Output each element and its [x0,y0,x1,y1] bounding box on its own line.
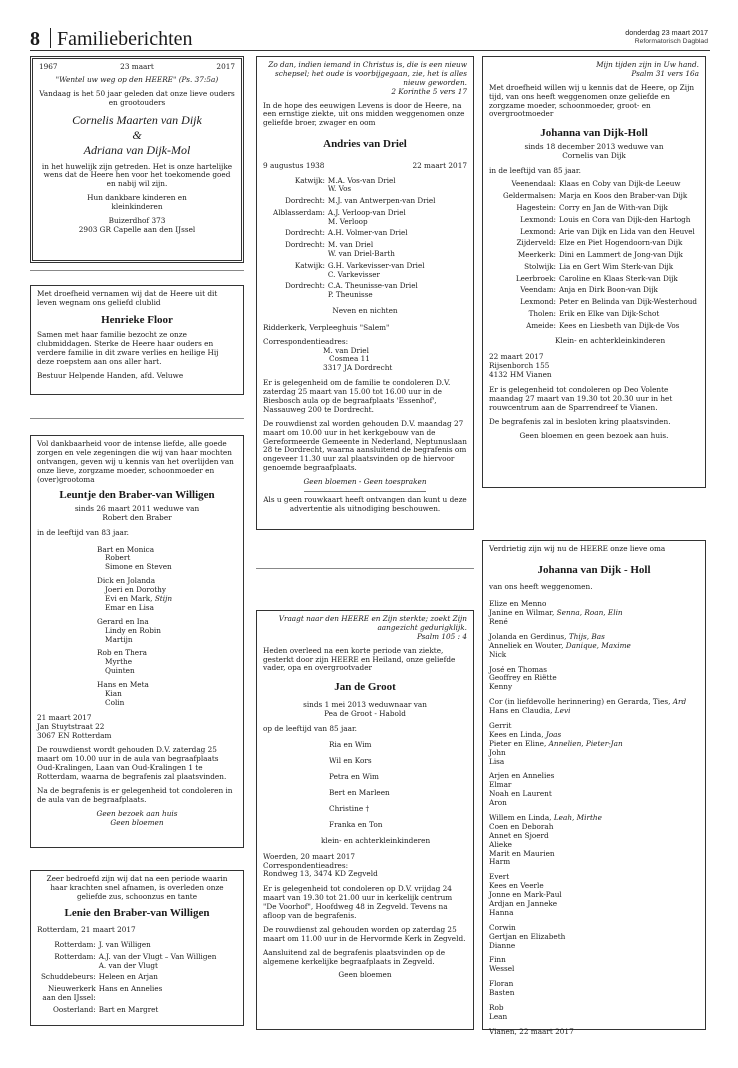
verse-reference: Psalm 105 : 4 [416,631,467,641]
relative-place: Rotterdam: [54,939,96,949]
family-member: Ardjan en Janneke [489,899,558,909]
family-group [97,577,237,613]
person-name: Andries van Driel [323,138,407,151]
relatives-table [273,177,435,303]
family-member: Nick [489,649,507,659]
age-text: in de leeftijd van 85 jaar. [489,165,581,175]
family-member: Pieter en Eline, Annelien, Pieter-Jan [489,738,623,748]
relative-place: Katwijk: [294,260,325,270]
relative-names: A.J. van der Vlugt – Van Willigen A. van der Vlugt [98,951,217,970]
intro: Vandaag is het 50 jaar geleden dat onze lieve ouders en grootouders [39,88,235,107]
grandchildren-list [489,600,699,1022]
relative-names: C.A. Theunisse-van Driel P. Theunisse [327,281,418,300]
family-member: Rob en Thera [97,648,147,658]
relative-row [41,953,216,974]
column-separator [30,418,244,419]
family-member: Bert en Marleen [329,788,390,798]
person-name: Johanna van Dijk - Holl [537,563,651,576]
family-member: Gerard en Ina [97,616,149,626]
address-line: 4132 HM Vianen [489,370,552,380]
family-member: Cor (in liefdevolle herinnering) en Gerarda, Ties, Ard [489,697,687,707]
family-group [97,681,237,708]
family-member: Colin [105,697,125,707]
family-group [489,924,699,951]
obituary-andries [256,56,474,530]
closing-note: Geen bloemen [338,970,392,980]
body-text: De rouwdienst wordt gehouden D.V. zaterdag 25 maart om 10.00 uur in de aula van begraafplaats Oud-Kralingen, Laan van Oud-Kralingen 1 te Rotterdam, waarna de begrafenis zal plaatsvinden. [37,745,227,782]
relative-place: Schuddebeurs: [41,972,96,982]
family-member: Lisa [489,756,505,766]
relative-place: Oosterland: [52,1004,96,1014]
address-line: Buizerdhof 373 [108,216,166,226]
relative-row [503,204,697,216]
relative-names: Arie van Dijk en Lida van den Heuvel [558,226,695,236]
family-member: Dianne [489,940,516,950]
family-member: Anneliek en Wouter, Danique, Maxime [489,640,631,650]
family-member: Kian [105,689,122,698]
intro: In de hope des eeuwigen Levens is door de Heere, na een ernstige ziekte, uit ons midden weggenomen onze geliefde broer, zwager en oom [263,100,465,128]
family-member: Evert [489,872,510,882]
relative-names: Caroline en Klaas Sterk-van Dijk [558,273,678,283]
family-member: Martijn [105,634,133,644]
child-names: Levi [554,706,571,716]
body-text: in het huwelijk zijn getreden. Het is onze hartelijke wens dat de Heere hen voor het toekomende goed en nabij wil zijn. [41,161,233,189]
relative-names: Dini en Lammert de Jong-van Dijk [558,250,683,260]
header-rule [30,50,710,51]
family-member: Noah en Laurent [489,789,552,799]
family-member: Corwin [489,922,516,932]
family-member: Janine en Wilmar, Senna, Roan, Elin [489,608,623,618]
relative-place: Stolwijk: [524,261,556,271]
family-group [489,814,699,867]
closing-note: Geen bloemen [110,817,164,827]
person-name: Jan de Groot [334,681,396,694]
correspondence-label: Correspondentieadres: [263,860,349,870]
family-group [489,633,699,660]
relative-names: Elze en Piet Hogendoorn-van Dijk [558,238,683,248]
address-line: 2903 GR Capelle aan den IJssel [78,224,196,234]
family-group [489,698,699,716]
family-member: Christine † [329,803,370,813]
divider [304,491,426,492]
relative-names: Hans en Annelies [98,984,163,994]
family-member: Marit en Maurien [489,848,555,858]
family-member: Gertjan en Elizabeth [489,931,566,941]
relatives-table [41,941,216,1017]
relative-names: Klaas en Coby van Dijk-de Leeuw [558,179,681,189]
anniversary-ad [30,56,244,263]
intro: Heden overleed na een korte periode van ziekte, gesterkt door zijn HEERE en Heiland, onze geliefde vader, opa en overgrootvader [263,645,456,673]
header-divider [50,28,51,48]
family-member: Kees en Linda, Joas [489,729,562,739]
person-name: Lenie den Braber-van Willigen [64,906,210,919]
relative-place: Dordrecht: [285,281,325,291]
address-line: Cosmea 11 [329,354,370,364]
body-text: Aansluitend zal de begrafenis plaatsvinden op de algemene kerkelijke begraafplaats in Zegveld. [263,947,446,966]
subtitle: van ons heeft weggenomen. [489,582,593,592]
person-name: Johanna van Dijk-Holl [540,127,648,140]
family-member: Robert [105,553,131,563]
grandchildren: Klein- en achterkleinkinderen [555,335,666,345]
relative-row [41,985,216,1006]
relative-place: Alblasserdam: [273,207,325,217]
age-text: in de leeftijd van 83 jaar. [37,527,129,537]
since-text: sinds 18 december 2013 weduwe van [524,141,664,151]
person-name: Leuntje den Braber-van Willigen [59,489,215,502]
child-names: Annelien, Pieter-Jan [548,738,623,748]
year-start: 1967 [39,62,58,71]
since-text: sinds 26 maart 2011 weduwe van [74,503,200,513]
relative-place: Lexmond: [520,297,556,307]
relative-names: Peter en Belinda van Dijk-Westerhoud [558,297,698,307]
column-separator [30,270,244,271]
family-group [489,666,699,693]
relative-names: Marja en Koos den Braber-van Dijk [558,191,688,201]
child-names: Danique, Maxime [565,640,631,650]
relative-place: Dordrecht: [285,240,325,250]
child-names: Ard [672,697,687,707]
relative-place: Lexmond: [520,214,556,224]
family-group [97,546,237,573]
family-list [263,741,467,845]
family-member: Lean [489,1011,508,1021]
year-end: 2017 [216,62,235,71]
family-member: Elmar [489,780,512,790]
family-member: Joeri en Dorothy [105,585,166,595]
verse: Vraagt naar den HEERE en Zijn sterkte; zoekt Zijn aangezicht gedurigklijk. [278,614,467,632]
family-member: José en Thomas [489,664,548,674]
relative-place: Veendam: [520,285,556,295]
family-group [489,772,699,808]
body-text: Samen met haar familie bezocht ze onze clubmiddagen. Sterke de Heere haar ouders en verdere familie in dit zware verlies en heilige Hij deze roepstem aan ons aller hart. [37,330,219,366]
relative-row [41,941,216,953]
body-text: De begrafenis zal in besloten kring plaatsvinden. [489,416,671,426]
relative-names: G.H. Varkevisser-van Driel C. Varkevisser [327,260,425,279]
verse: "Wentel uw weg op den HEERE" (Ps. 37:5a) [55,74,219,84]
relative-place: Tholen: [528,309,556,319]
family-member: Hans en Claudia, Levi [489,706,571,716]
final-note: Als u geen rouwkaart heeft ontvangen dan kunt u deze advertentie als uitnodiging beschouwen. [263,495,467,513]
family-group [489,956,699,974]
relative-place: Geldermalsen: [503,191,556,201]
family-member: René [489,616,508,626]
anniversary-dates [39,63,235,72]
person-name: Henrieke Floor [101,313,173,326]
family-member: Evi en Mark, Stijn [105,593,173,603]
family-member: Geoffrey en Riëtte [489,673,557,683]
obituary-johanna-grandchildren [482,540,706,1036]
family-member: Franka en Ton [329,819,383,829]
spouse-name: Robert den Braber [102,512,172,522]
date-line: 22 maart 2017 [489,352,544,362]
verse: Mijn tijden zijn in Uw hand. [596,60,699,69]
relative-names: Anja en Dirk Boon-van Dijk [558,285,658,295]
family-member: Rob [489,1003,504,1013]
family-member: Quinten [105,666,135,676]
body-text: Er is gelegenheid om de familie te condoleren D.V. zaterdag 25 maart van 15.00 tot 16.00 uur in de Biesbosch aula op de begraafplaats 'Essenhof', Nassauweg 200 te Dordrecht. [263,378,451,414]
family-member: Ria en Wim [329,740,372,750]
date-line: Vianen, 22 maart 2017 [489,1026,574,1036]
column-separator [256,568,474,569]
relative-names: A.H. Volmer-van Driel [327,228,408,238]
family-member: klein- en achterkleinkinderen [321,835,431,845]
family-member: Dick en Jolanda [97,576,156,586]
obituary-lenie [30,870,244,1026]
family-member: Harm [489,857,511,867]
person-name: Cornelis Maarten van Dijk [72,112,202,127]
address-line: Jan Stuytstraat 22 [37,721,105,731]
relative-row [41,1006,216,1018]
address-line: Rijsenborch 155 [489,361,550,371]
family-member: Annet en Sjoerd [489,830,549,840]
relative-names: Louis en Cora van Dijk-den Hartogh [558,214,691,224]
body-text: De rouwdienst zal worden gehouden D.V. maandag 27 maart om 10.00 uur in het kerkgebouw van de Gereformeerde Gemeente in Nederland, Neptunuslaan 28 te Dordrecht, waarna aansluitend de begrafenis om ongeveer 11.30 uur zal plaatsvinden op de hiervoor genoemde begraafplaats. [263,418,467,473]
relative-place: Leerbroek: [515,273,556,283]
family-member: Alieke [489,839,512,849]
page-number: 8 [30,28,40,50]
family-member: Kees en Veerle [489,881,544,891]
relative-row [273,282,435,303]
family-member: Arjen en Annelies [489,771,555,781]
family-group [489,980,699,998]
body-text: Na de begrafenis is er gelegenheid tot condoleren in de aula van de begraafplaats. [37,786,233,804]
relative-names: Erik en Elke van Dijk-Schot [558,309,660,319]
relatives-table [503,180,697,333]
address-line: M. van Driel [323,345,369,355]
intro: Verdrietig zijn wij nu de HEERE onze lieve oma [489,544,666,553]
relative-place: Rotterdam: [54,951,96,961]
place-date: Woerden, 20 maart 2017 [263,851,356,861]
family-group [489,722,699,766]
address-line: Rondweg 13, 3474 KD Zegveld [263,869,378,879]
intro: Zeer bedroefd zijn wij dat na een periode waarin haar krachten snel afnamen, is overleden onze geliefde zus, schoonzus en tante [46,874,228,901]
relative-place: Meerkerk: [517,250,556,260]
place-date: Rotterdam, 21 maart 2017 [37,925,136,935]
family-member: Myrthe [105,657,133,667]
child-names: Joas [545,729,562,739]
relative-place: Dordrecht: [285,196,325,206]
intro: Vol dankbaarheid voor de intense liefde, alle goede zorgen en vele zegeningen die wij van haar mochten ontvangen, geven wij u kennis van het overlijden van onze lieve, zorgzame moeder, schoonmoeder en (over)grootoma [37,439,234,484]
child-names: Stijn [154,593,173,603]
family-group [489,1004,699,1022]
relative-names: Kees en Liesbeth van Dijk-de Vos [558,320,680,330]
body-text: Er is gelegenheid tot condoleren op D.V. vrijdag 24 maart van 19.30 tot 21.00 uur in kerkelijk centrum "De Voorhof", Hoofdweg 48 in Zegveld. Tevens na afloop van de begrafenis. [263,884,453,920]
relative-names: M.J. van Antwerpen-van Driel [327,196,436,206]
relative-place: Zijderveld: [516,238,556,248]
nephews-nieces: Neven en nichten [332,305,398,315]
family-member: Petra en Wim [329,772,379,782]
spouse-name: Cornelis van Dijk [562,150,626,160]
family-member: Wessel [489,964,515,974]
spouse-name: Pea de Groot - Habold [324,708,406,718]
date-line: 21 maart 2017 [37,712,92,722]
relative-names: A.J. Verloop-van Driel M. Verloop [327,207,406,226]
verse-reference: 2 Korinthe 5 vers 17 [391,86,467,96]
family-member: Kenny [489,682,513,692]
family-member: Simone en Steven [105,562,172,572]
relative-names: Lia en Gert Wim Sterk-van Dijk [558,261,674,271]
residence: Ridderkerk, Verpleeghuis "Salem" [263,322,390,332]
family-member: Basten [489,988,515,998]
relative-row [273,241,435,262]
family-member: Finn [489,955,506,965]
relative-place: Lexmond: [520,226,556,236]
relative-names: M.A. Vos-van Driel W. Vos [327,175,396,194]
relative-row [503,322,697,334]
relative-place: Hagestein: [516,202,556,212]
obituary-leuntje [30,435,244,848]
address-line: 3067 EN Rotterdam [37,730,112,740]
birth-date: 9 augustus 1938 [263,160,325,170]
family-group [97,618,237,645]
family-member: Bart en Monica [97,544,155,554]
age-text: op de leeftijd van 85 jaar. [263,723,357,733]
since-text: sinds 1 mei 2013 weduwnaar van [303,699,427,709]
person-name: Adriana van Dijk-Mol [83,142,191,157]
child-names: Leah, Mirthe [553,813,602,822]
relative-place: Nieuwerkerk aan den IJssel: [42,984,96,1002]
relative-names: Bart en Margret [98,1004,159,1014]
child-names: Thijs, Bas [568,631,605,641]
relative-place: Veenendaal: [511,179,556,189]
anniversary-date: 23 maart [120,62,154,71]
obituary-johanna [482,56,706,488]
signature: Bestuur Helpende Handen, afd. Veluwe [37,370,184,380]
family-group [489,600,699,627]
relative-place: Katwijk: [294,175,325,185]
relative-row [273,177,435,198]
relative-names: Corry en Jan de With-van Dijk [558,202,668,212]
relative-row [503,263,697,275]
family-member: Willem en Linda, Leah, Mirthe [489,813,602,822]
family-member: Wil en Kors [329,756,372,766]
family-member: Aron [489,798,507,808]
family-group [489,873,699,917]
closing-note: Geen bezoek aan huis [96,808,178,818]
club-member-ad [30,285,244,395]
relative-names: Heleen en Arjan [98,972,158,982]
family-group [97,649,237,676]
family-member: Coen en Deborah [489,821,554,831]
closing-note: Geen bloemen - Geen toespraken [303,477,427,487]
family-member: Gerrit [489,720,512,730]
ampersand: & [132,127,142,142]
address-line: 3317 JA Dordrecht [323,363,393,373]
body-text: De rouwdienst zal gehouden worden op zaterdag 25 maart om 11.00 uur in de Hervormde Kerk in Zegveld. [263,924,466,943]
family-member: Hanna [489,907,514,917]
relative-names: M. van Driel W. van Driel-Barth [327,240,395,258]
intro: Met droefheid vernamen wij dat de Heere uit dit leven wegnam ons geliefd clublid [37,289,218,307]
relative-names: J. van Willigen [98,939,151,949]
body-text: Er is gelegenheid tot condoleren op Deo Volente maandag 27 maart van 19.30 tot 20.30 uur in het rouwcentrum aan de Sparrendreef te Vianen. [489,385,673,412]
child-names: Senna, Roan, Elin [556,608,623,618]
closing-note: Geen bloemen en geen bezoek aan huis. [519,430,669,440]
family-member: Jonne en Mark-Paul [489,890,562,900]
issue-date: donderdag 23 maart 2017 [625,28,708,37]
family-member: Elize en Menno [489,599,547,609]
verse: Zo dan, indien iemand in Christus is, die is een nieuw schepsel; het oude is voorbijgegaan, zie, het is alles nieuw geworden. [268,60,467,87]
intro: Met droefheid willen wij u kennis dat de Heere, op Zijn tijd, van ons heeft weggenomen onze geliefde en zorgzame moeder, schoonmoeder, groot- en overgrootmoeder [489,82,695,119]
life-dates [263,162,467,171]
section-title: Familieberichten [57,28,193,50]
family-member: Floran [489,979,514,989]
family-member: Emar en Lisa [105,602,155,612]
verse-reference: Psalm 31 vers 16a [631,68,699,78]
correspondence-label: Correspondentieadres: [263,336,349,346]
relative-row [503,216,697,228]
family-list [37,546,237,708]
family-member: Lindy en Robin [105,625,161,635]
death-date: 22 maart 2017 [412,160,467,170]
family-member: John [489,747,506,757]
relative-row [273,209,435,230]
family-member: Jolanda en Gerdinus, Thijs, Bas [489,631,605,641]
family-member: Hans en Meta [97,680,149,690]
relative-place: Ameide: [526,320,556,330]
relative-place: Dordrecht: [285,228,325,238]
newspaper-name: Reformatorisch Dagblad [634,38,708,45]
relative-row [273,262,435,283]
obituary-jan [256,610,474,1030]
signature: Hun dankbare kinderen en kleinkinderen [87,193,187,212]
